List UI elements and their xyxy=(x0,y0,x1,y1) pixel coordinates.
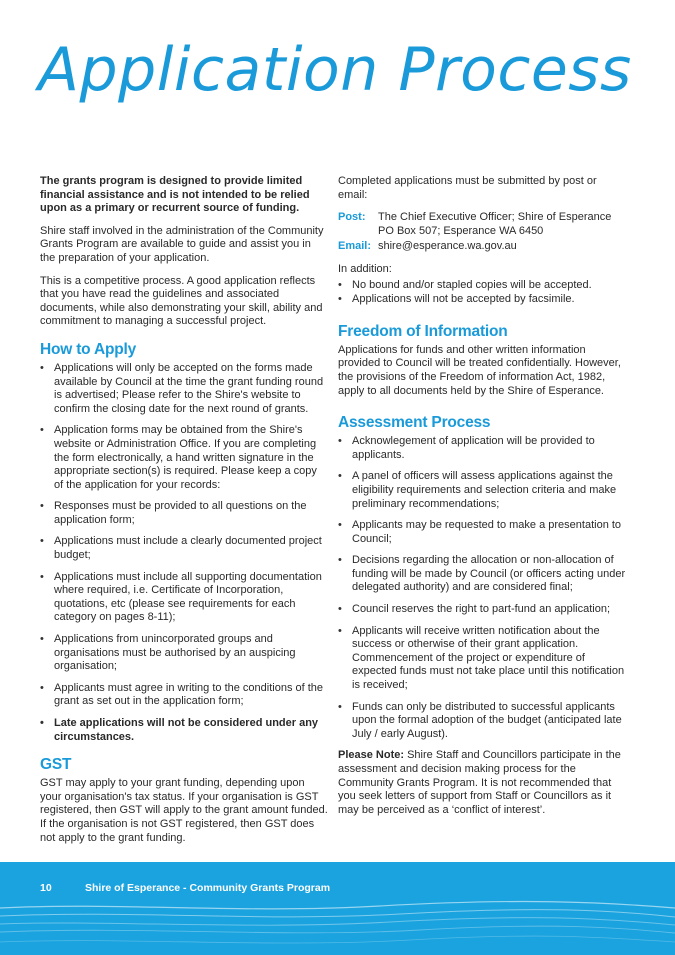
page-number: 10 xyxy=(40,882,52,894)
list-item: • A panel of officers will assess applications against the eligibility requirements and selection criteria and make preliminary recommendations; xyxy=(338,470,628,511)
page-title: Application Process xyxy=(38,35,632,105)
how-to-apply-list xyxy=(40,362,328,744)
intro-paragraph-staff: Shire staff involved in the administration of the Community Grants Program are available to guide and assist you in the preparation of your application. xyxy=(40,224,324,264)
foi-paragraph: Applications for funds and other written information provided to Council will be treated confidentially. However, the provisions of the Freedom of information Act, 1982, apply to all documents held by the Shire of Esperance. xyxy=(338,343,621,397)
list-item: • Applicants may be requested to make a presentation to Council; xyxy=(338,519,628,546)
assessment-list xyxy=(338,435,628,741)
list-item: • Applications from unincorporated groups and organisations must be authorised by an auspicing organisation; xyxy=(40,633,328,674)
please-note-label: Please Note: xyxy=(338,749,405,762)
list-item: • Funds can only be distributed to successful applicants upon the formal adoption of the budget (anticipated late July / early August). xyxy=(338,701,628,742)
email-label: Email: xyxy=(338,240,372,253)
right-column xyxy=(338,175,628,826)
footer-wave-decoration xyxy=(0,862,675,955)
please-note-text: Shire Staff and Councillors participate in the assessment and decision making process for the Community Grants Program. It is not recommended that you seek letters of support from Staff or Councillors as it may be perceived as a ‘conflict of interest’. xyxy=(338,749,621,816)
list-item-late-applications: • Late applications will not be considered under any circumstances. xyxy=(40,717,328,744)
intro-statement: The grants program is designed to provide limited financial assistance and is not intended to be relied upon as a primary or recurrent source of funding. xyxy=(40,175,310,215)
left-column xyxy=(40,175,328,854)
submission-intro: Completed applications must be submitted by post or email: xyxy=(338,175,597,201)
in-addition-label: In addition: xyxy=(338,262,392,275)
post-address-row xyxy=(338,211,628,238)
list-item: • Application forms may be obtained from the Shire's website or Administration Office. If you are completing the form electronically, a hand written signature in the appropriate section(s) is required. Please keep a copy of the application for your records: xyxy=(40,424,328,492)
list-item: • Applications will not be accepted by facsimile. xyxy=(338,293,628,307)
list-item: • Decisions regarding the allocation or non-allocation of funding will be made by Council (or officers acting under delegated authority) and are considered final; xyxy=(338,554,628,595)
list-item: • Applications must include a clearly documented project budget; xyxy=(40,535,328,562)
email-row xyxy=(338,240,628,254)
list-item: • Applicants will receive written notification about the success or otherwise of their grant application. Commencement of the project or expenditure of expected funds must not take place until this notification is received; xyxy=(338,625,628,693)
post-address-line-2: PO Box 507; Esperance WA 6450 xyxy=(378,224,544,237)
list-item: • Applications must include all supporting documentation where required, i.e. Certificate of Incorporation, quotations, etc (please see requirements for each category on pages 8-11); xyxy=(40,571,328,625)
addition-list xyxy=(338,279,628,307)
footer-band xyxy=(0,862,675,955)
post-address xyxy=(378,211,628,238)
assessment-heading: Assessment Process xyxy=(338,414,491,432)
email-address: shire@esperance.wa.gov.au xyxy=(378,240,517,253)
list-item: • Applications will only be accepted on the forms made available by Council at the time the grant funding round is advertised; Please refer to the Shire's website to confirm the closing date for the next round of grants. xyxy=(40,362,328,416)
post-label: Post: xyxy=(338,211,366,224)
intro-paragraph-competitive: This is a competitive process. A good application reflects that you have read the guidelines and associated documents, while also demonstrating your skill, ability and commitment to managing a successful project. xyxy=(40,274,323,328)
list-item: • Council reserves the right to part-fund an application; xyxy=(338,603,628,617)
how-to-apply-heading: How to Apply xyxy=(40,340,137,358)
list-item: • Applicants must agree in writing to the conditions of the grant as set out in the application form; xyxy=(40,682,328,709)
list-item: • Responses must be provided to all questions on the application form; xyxy=(40,500,328,527)
list-item: • Acknowlegement of application will be provided to applicants. xyxy=(338,435,628,462)
footer-title: Shire of Esperance - Community Grants Program xyxy=(85,882,331,894)
gst-heading: GST xyxy=(40,756,72,774)
foi-heading: Freedom of Information xyxy=(338,322,508,340)
list-item: • No bound and/or stapled copies will be accepted. xyxy=(338,279,628,293)
post-address-line-1: The Chief Executive Officer; Shire of Esperance xyxy=(378,211,612,224)
please-note-paragraph xyxy=(338,749,628,817)
gst-paragraph: GST may apply to your grant funding, depending upon your organisation's tax status. If your organisation is GST registered, then GST will apply to the grant amount funded. If the organisation is not GST registered, then GST does not apply to the grant funding. xyxy=(40,777,328,844)
